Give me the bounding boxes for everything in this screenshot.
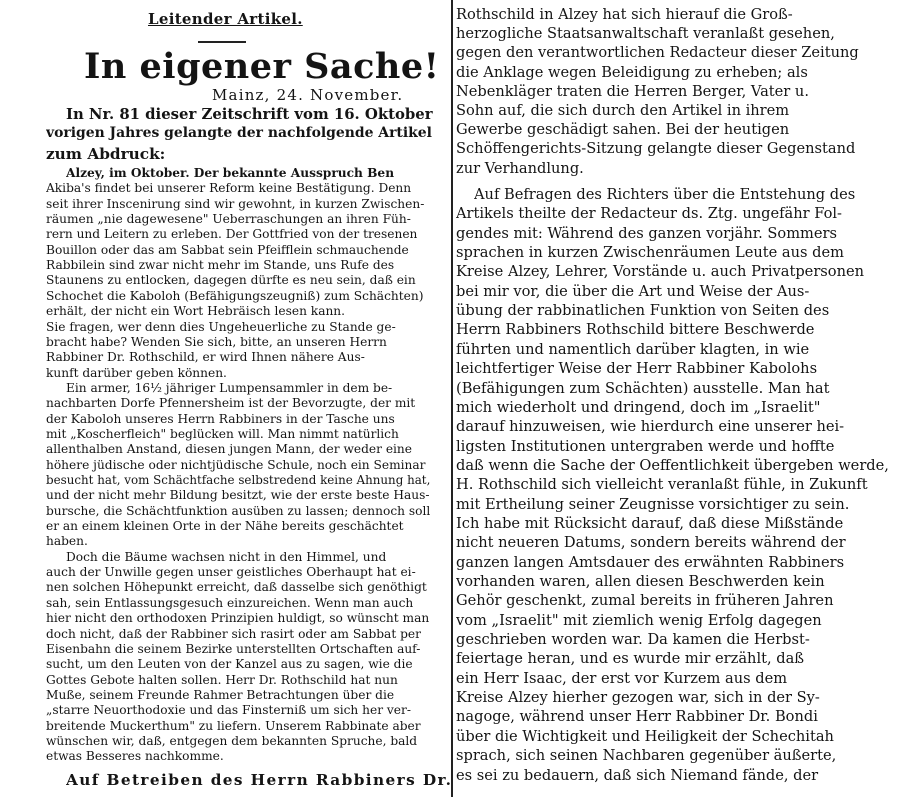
right-column-line: Gehör geschenkt, zumal bereits in früheren Jahren: [456, 592, 834, 610]
right-column-line: es sei zu bedauern, daß sich Niemand fände, der: [456, 766, 819, 784]
article-line: allenthalben Anstand, diesen jungen Mann, der weder eine: [46, 442, 412, 457]
article-line: Sie fragen, wer denn dies Ungeheuerliche zu Stande ge-: [46, 319, 396, 334]
right-column-line: Herrn Rabbiners Rothschild bittere Beschwerde: [456, 321, 815, 339]
right-column-line: nagoge, während unser Herr Rabbiner Dr. Bondi: [456, 708, 818, 726]
article-line: doch nicht, daß der Rabbiner sich rasirt oder am Sabbat per: [46, 626, 421, 641]
dateline: Mainz, 24. November.: [212, 86, 404, 104]
column-divider: [451, 0, 453, 797]
right-column-line: daß wenn die Sache der Oeffentlichkeit übergeben werde,: [456, 456, 889, 474]
right-column-line: mich wiederholt und dringend, doch im „Israelit": [456, 398, 821, 416]
article-line: Ein armer, 16½ jähriger Lumpensammler in dem be-: [66, 380, 393, 395]
headline: In eigener Sache!: [84, 46, 440, 87]
right-column-line: Ich habe mit Rücksicht darauf, daß diese Mißstände: [456, 514, 844, 532]
right-column-line: die Anklage wegen Beleidigung zu erheben; als: [456, 63, 808, 81]
article-line: rern und Leitern zu erleben. Der Gottfried von der tresenen: [46, 227, 418, 242]
article-line: höhere jüdische oder nichtjüdische Schule, noch ein Seminar: [46, 457, 426, 472]
right-column-line: Gewerbe geschädigt sahen. Bei der heutigen: [456, 121, 790, 139]
right-column-line: Rothschild in Alzey hat sich hierauf die Groß-: [456, 6, 793, 23]
article-line: Doch die Bäume wachsen nicht in den Himmel, und: [66, 549, 387, 564]
right-column-line: ligsten Institutionen untergraben werde und hoffte: [456, 437, 835, 455]
article-line: Rabbiner Dr. Rothschild, er wird Ihnen nähere Aus-: [46, 350, 365, 365]
article-line: und der nicht mehr Bildung besitzt, wie der erste beste Haus-: [46, 488, 430, 503]
article-line: besucht hat, vom Schächtfache selbstredend keine Ahnung hat,: [46, 473, 431, 487]
right-column-line: gendes mit: Während des ganzen vorjähr. Sommers: [456, 224, 837, 242]
article-line: etwas Besseres nachkomme.: [46, 749, 224, 764]
right-column-line: Kreise Alzey hierher gezogen war, sich in der Sy-: [456, 689, 820, 707]
right-column-line: Sohn auf, die sich durch den Artikel in ihrem: [456, 102, 790, 119]
article-line: wünschen wir, daß, entgegen dem bekannten Spruche, bald: [46, 733, 418, 748]
right-column-line: Nebenkläger traten die Herren Berger, Vater u.: [456, 82, 809, 100]
right-column-line: zur Verhandlung.: [456, 159, 584, 177]
right-column-line: übung der rabbinatlichen Funktion von Seiten des: [456, 302, 830, 320]
right-column-line: Artikels theilte der Redacteur ds. Ztg. ungefähr Fol-: [456, 205, 842, 223]
right-column-line: feiertage heran, und es wurde mir erzählt, daß: [456, 650, 805, 668]
right-column-line: Auf Befragen des Richters über die Entstehung des: [474, 186, 856, 203]
section-kicker: Leitender Artikel.: [148, 10, 303, 28]
article-line: Rabbilein sind zwar nicht mehr im Stande, uns Rufe des: [46, 258, 395, 273]
right-column-line: H. Rothschild sich vielleicht veranlaßt fühle, in Zukunft: [456, 476, 868, 494]
right-column-line: herzogliche Staatsanwaltschaft veranlaßt gesehen,: [456, 25, 835, 43]
right-column-line: leichtfertiger Weise der Herr Rabbiner Kabolohs: [456, 360, 818, 378]
article-line: nen solchen Höhepunkt erreicht, daß dasselbe sich genöthigt: [46, 580, 427, 595]
article-line: auch der Unwille gegen unser geistliches Oberhaupt hat ei-: [46, 565, 416, 580]
intro-line: zum Abdruck:: [46, 145, 166, 163]
article-line: Bouillon oder das am Sabbat sein Pfeifflein schmauchende: [46, 242, 409, 257]
right-column-line: gegen den verantwortlichen Redacteur dieser Zeitung: [456, 44, 859, 62]
right-column-line: Kreise Alzey, Lehrer, Vorstände u. auch Privatpersonen: [456, 263, 865, 281]
right-column-line: sprach, sich seinen Nachbaren gegenüber äußerte,: [456, 747, 837, 765]
article-line: der Kaboloh unseres Herrn Rabbiners in der Tasche uns: [46, 411, 395, 426]
article-line: Alzey, im Oktober. Der bekannte Ausspruch Ben: [66, 166, 395, 180]
left-tail-line: Auf Betreiben des Herrn Rabbiners Dr.: [66, 771, 453, 789]
right-column-line: geschrieben worden war. Da kamen die Herbst-: [456, 631, 810, 649]
article-line: Eisenbahn die seinem Bezirke unterstellten Ortschaften auf-: [46, 641, 421, 656]
right-column-line: über die Wichtigkeit und Heiligkeit der Schechitah: [456, 727, 834, 745]
kicker-rule: [198, 41, 246, 43]
article-line: er an einem kleinen Orte in der Nähe bereits geschächtet: [46, 519, 404, 534]
article-line: seit ihrer Inscenirung sind wir gewohnt, in kurzen Zwischen-: [46, 196, 425, 211]
article-line: hier nicht den orthodoxen Prinzipien huldigt, so wünscht man: [46, 611, 430, 626]
article-line: Akiba's findet bei unserer Reform keine Bestätigung. Denn: [46, 181, 412, 196]
right-column-line: ein Herr Isaac, der erst vor Kurzem aus dem: [456, 669, 788, 687]
article-line: räumen „nie dagewesene" Ueberraschungen an ihren Füh-: [46, 212, 411, 227]
article-line: bursche, die Schächtfunktion ausüben zu lassen; dennoch soll: [46, 503, 431, 518]
article-line: Muße, seinem Freunde Rahmer Betrachtungen über die: [46, 687, 395, 702]
article-line: Gottes Gebote halten sollen. Herr Dr. Rothschild hat nun: [46, 672, 398, 687]
article-line: Schochet die Kaboloh (Befähigungszeugniß) zum Schächten): [46, 288, 424, 303]
right-column-line: mit Ertheilung seiner Zeugnisse vorsichtiger zu sein.: [456, 495, 850, 513]
right-column-line: sprachen in kurzen Zwischenräumen Leute aus dem: [456, 244, 844, 262]
article-line: breitende Muckerthum" zu liefern. Unserem Rabbinate aber: [46, 718, 421, 733]
intro-line: vorigen Jahres gelangte der nachfolgende Artikel: [46, 125, 432, 141]
article-line: „starre Neuorthodoxie und das Finsterniß um sich her ver-: [46, 703, 411, 718]
article-line: bracht habe? Wenden Sie sich, bitte, an unseren Herrn: [46, 334, 387, 349]
right-column-line: Schöffengerichts-Sitzung gelangte dieser Gegenstand: [456, 140, 856, 158]
intro-line: In Nr. 81 dieser Zeitschrift vom 16. Oktober: [66, 105, 433, 123]
right-column-line: nicht neueren Datums, sondern bereits während der: [456, 534, 846, 552]
article-line: nachbarten Dorfe Pfennersheim ist der Bevorzugte, der mit: [46, 396, 416, 411]
article-line: kunft darüber geben können.: [46, 365, 227, 380]
article-line: haben.: [46, 534, 88, 549]
article-line: mit „Koscherfleich" beglücken will. Man nimmt natürlich: [46, 426, 399, 441]
right-column-line: vom „Israelit" mit ziemlich wenig Erfolg dagegen: [456, 611, 822, 629]
right-column-line: vorhanden waren, allen diesen Beschwerden kein: [456, 573, 825, 590]
article-line: sucht, um den Leuten von der Kanzel aus zu sagen, wie die: [46, 657, 413, 672]
right-column-line: führten und namentlich darüber klagten, in wie: [456, 340, 810, 358]
right-column-line: bei mir vor, die über die Art und Weise der Aus-: [456, 282, 810, 300]
article-line: Staunens zu entlocken, dagegen dürfte es neu sein, daß ein: [46, 273, 416, 288]
right-column-line: (Befähigungen zum Schächten) ausstelle. Man hat: [456, 379, 830, 397]
right-column-line: darauf hinzuweisen, wie hierdurch eine unserer hei-: [456, 418, 845, 436]
article-line: erhält, der nicht ein Wort Hebräisch lesen kann.: [46, 304, 346, 319]
right-column-line: ganzen langen Amtsdauer des erwähnten Rabbiners: [456, 553, 845, 571]
article-line: sah, sein Entlassungsgesuch einzureichen. Wenn man auch: [46, 595, 414, 610]
